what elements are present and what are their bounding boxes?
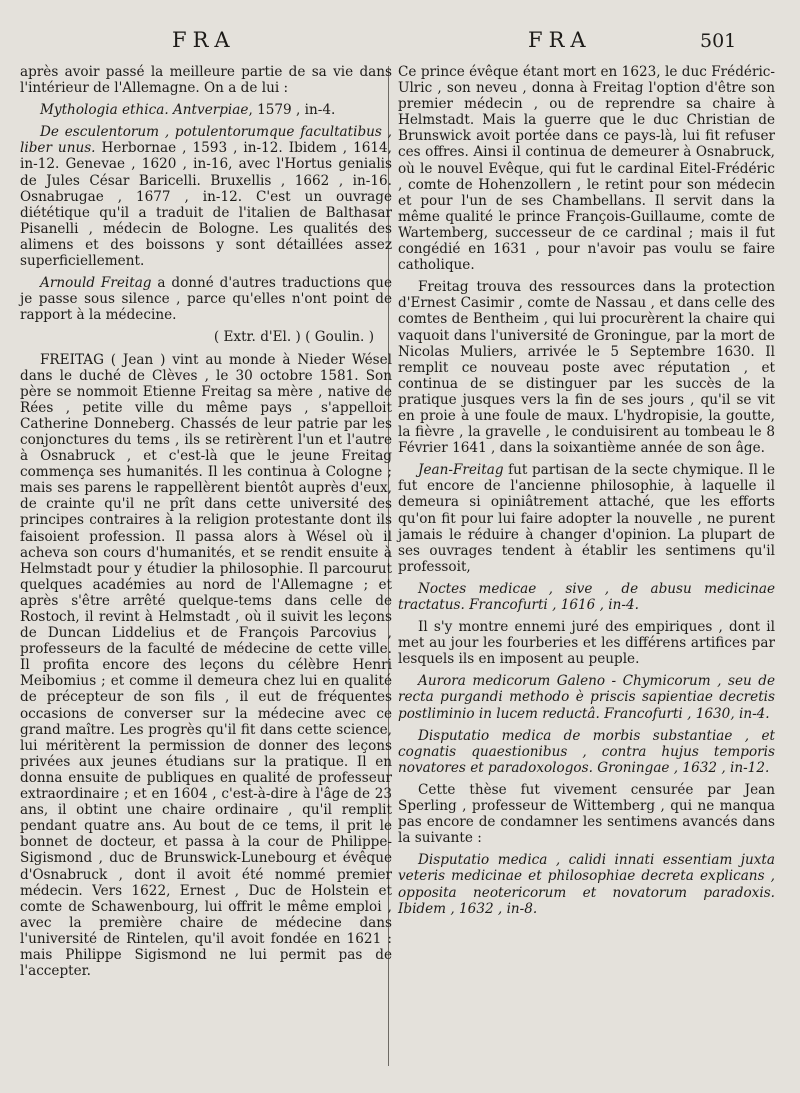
- paragraph: Freitag trouva des ressources dans la protection d'Ernest Casimir , comte de Nassau , et dans celle des comtes de Bentheim , qui lui procurèrent la chaire qui vaquoit dans l'université de Groningue, par la mort de Nicolas Muliers, arrivée le 5 Septembre 1630. Il remplit ce nouveau poste avec réputation , et continua de se distinguer par les succès de la pratique jusques vers la fin de ses jours , qu'il se vit en proie à une foule de maux. L'hydropisie, la goutte, la fièvre , la gravelle , le conduisirent au tombeau le 8 Février 1641 , dans la soixantième année de son âge.: [398, 279, 775, 457]
- left-column: [20, 64, 392, 985]
- paragraph-text: a donné d'autres traductions que je passe sous silence , parce qu'elles n'ont point de rapport à la médecine.: [20, 275, 392, 324]
- work-details: , 1579 , in-4.: [248, 102, 336, 119]
- bibliography-entry: Disputatio medica de morbis substantiae , et cognatis quaestionibus , contra hujus temporis novatores et paradoxologos. Groningae , 1632 , in-12.: [398, 727, 775, 776]
- page-number: 501: [700, 30, 737, 52]
- right-column: [398, 64, 775, 923]
- person-name: Arnould Freitag: [40, 275, 152, 292]
- article-freitag-jean: FREITAG ( Jean ) vint au monde à Nieder Wésel dans le duché de Clèves , le 30 octobre 1581. Son père se nommoit Etienne Freitag sa mère , native de Rées , petite ville du même pays , s'appelloit Catherine Donneberg. Chassés de leur patrie par les conjonctures du tems , ils se retirèrent l'un et l'autre à Osnabruck , et c'est-là que le jeune Freitag commença ses humanités. Il les continua à Cologne ; mais ses parens le rappellèrent bientôt auprès d'eux, de crainte qu'il ne prît dans cette université des principes contraires à la religion protestante dont ils faisoient profession. Il passa alors à Wésel où il acheva son cours d'humanités, et se rendit ensuite à Helmstadt pour y étudier la philosophie. Il parcourut quelques académies au nord de l'Allemagne ; et après s'être arrêté quelque-tems dans celle de Rostoch, il revint à Helmstadt , où il suivit les leçons de Duncan Liddelius et de François Parcovius , professeurs de la faculté de médecine de cette ville. Il profita encore des leçons du célèbre Henri Meibomius ; et comme il demeura chez lui en qualité de précepteur de son fils , il eut de fréquentes occasions de converser sur la médecine avec ce grand maître. Les progrès qu'il fit dans cette science, lui méritèrent la permission de donner des leçons privées aux jeunes étudians sur la pratique. Il en donna ensuite de publiques en qualité de professeur extraordinaire ; et en 1604 , c'est-à-dire à l'âge de 23 ans, il obtint une chaire ordinaire , qu'il remplit pendant quatre ans. Au bout de ce tems, il prit le bonnet de docteur, et passa à la cour de Philippe-Sigismond , duc de Brunswick-Lunebourg et évêque d'Osnabruck , dont il avoit été nommé premier médecin. Vers 1622, Ernest , Duc de Holstein et comte de Schawenbourg, lui offrit le même emploi , avec la première chaire de médecine dans l'université de Rintelen, qu'il avoit fondée en 1621 : mais Philippe Sigismond ne lui permit pas de l'accepter.: [20, 351, 392, 980]
- bibliography-entry: [20, 124, 392, 269]
- paragraph: après avoir passé la meilleure partie de sa vie dans l'intérieur de l'Allemagne. On a de lui :: [20, 64, 392, 97]
- paragraph-text: fut partisan de la secte chymique. Il le fut encore de l'ancienne philosophie, à laquelle il demeura si opiniâtrement attaché, que les efforts qu'on fit pour lui faire adopter la nouvelle , ne purent jamais le réduire à changer d'opinion. La plupart de ses ouvrages tendent à établir les sentimens qu'il professoit,: [398, 462, 775, 575]
- bibliography-entry: Noctes medicae , sive , de abusu medicinae tractatus. Francofurti , 1616 , in-4.: [398, 580, 775, 613]
- person-name: Jean-Freitag: [418, 462, 504, 479]
- running-head: [0, 28, 800, 58]
- work-title: Mythologia ethica. Antverpiae: [40, 102, 249, 119]
- paragraph: Ce prince évêque étant mort en 1623, le duc Frédéric-Ulric , son neveu , donna à Freitag l'option d'être son premier médecin , ou de reprendre sa chaire à Helmstadt. Mais la guerre que le duc Christian de Brunswick avoit portée dans ce pays-là, lui fit refuser ces offres. Ainsi il continua de demeurer à Osnabruck, où le nouvel Evêque, qui fut le cardinal Eitel-Frédéric , comte de Hohenzollern , le retint pour son médecin et pour l'un de ses Chambellans. Il servit dans la même qualité le prince François-Guillaume, comte de Wartemberg, successeur de ce cardinal ; mais il fut congédié en 1631 , pour n'avoir pas voulu se faire catholique.: [398, 64, 775, 274]
- paragraph: Cette thèse fut vivement censurée par Jean Sperling , professeur de Wittemberg , qui ne manqua pas encore de condamner les sentimens avancés dans la suivante :: [398, 781, 775, 847]
- source-citation: ( Extr. d'El. ) ( Goulin. ): [213, 329, 374, 346]
- paragraph: [398, 462, 775, 575]
- bibliography-entry: [20, 102, 392, 118]
- paragraph: Il s'y montre ennemi juré des empiriques , dont il met au jour les fourberies et les différens artifices par lesquels ils en imposent au peuple.: [398, 619, 775, 668]
- running-head-left: FRA: [172, 28, 236, 52]
- work-title: De esculentorum , potulentorumque facultatibus , liber unus.: [20, 124, 392, 157]
- bibliography-entry: Aurora medicorum Galeno - Chymicorum , seu de recta purgandi methodo è priscis sapientiae decretis postliminio in lucem reductâ. Francofurti , 1630, in-4.: [398, 673, 775, 722]
- work-details: Herbornae , 1593 , in-12. Ibidem , 1614, in-12. Genevae , 1620 , in-16, avec l'Hortus genialis de Jules César Baricelli. Bruxellis , 1662 , in-16. Osnabrugae , 1677 , in-12. C'est un ouvrage diététique qu'il a traduit de l'italien de Balthasar Pisanelli , médecin de Bologne. Les qualités des alimens et des boissons y sont détaillées assez superficiellement.: [20, 140, 392, 270]
- running-head-right: FRA: [528, 28, 592, 52]
- bibliography-entry: Disputatio medica , calidi innati essentiam juxta veteris medicinae et philosophiae decreta explicans , opposita neotericorum et novatorum paradoxis. Ibidem , 1632 , in-8.: [398, 852, 775, 917]
- paragraph: [20, 275, 392, 323]
